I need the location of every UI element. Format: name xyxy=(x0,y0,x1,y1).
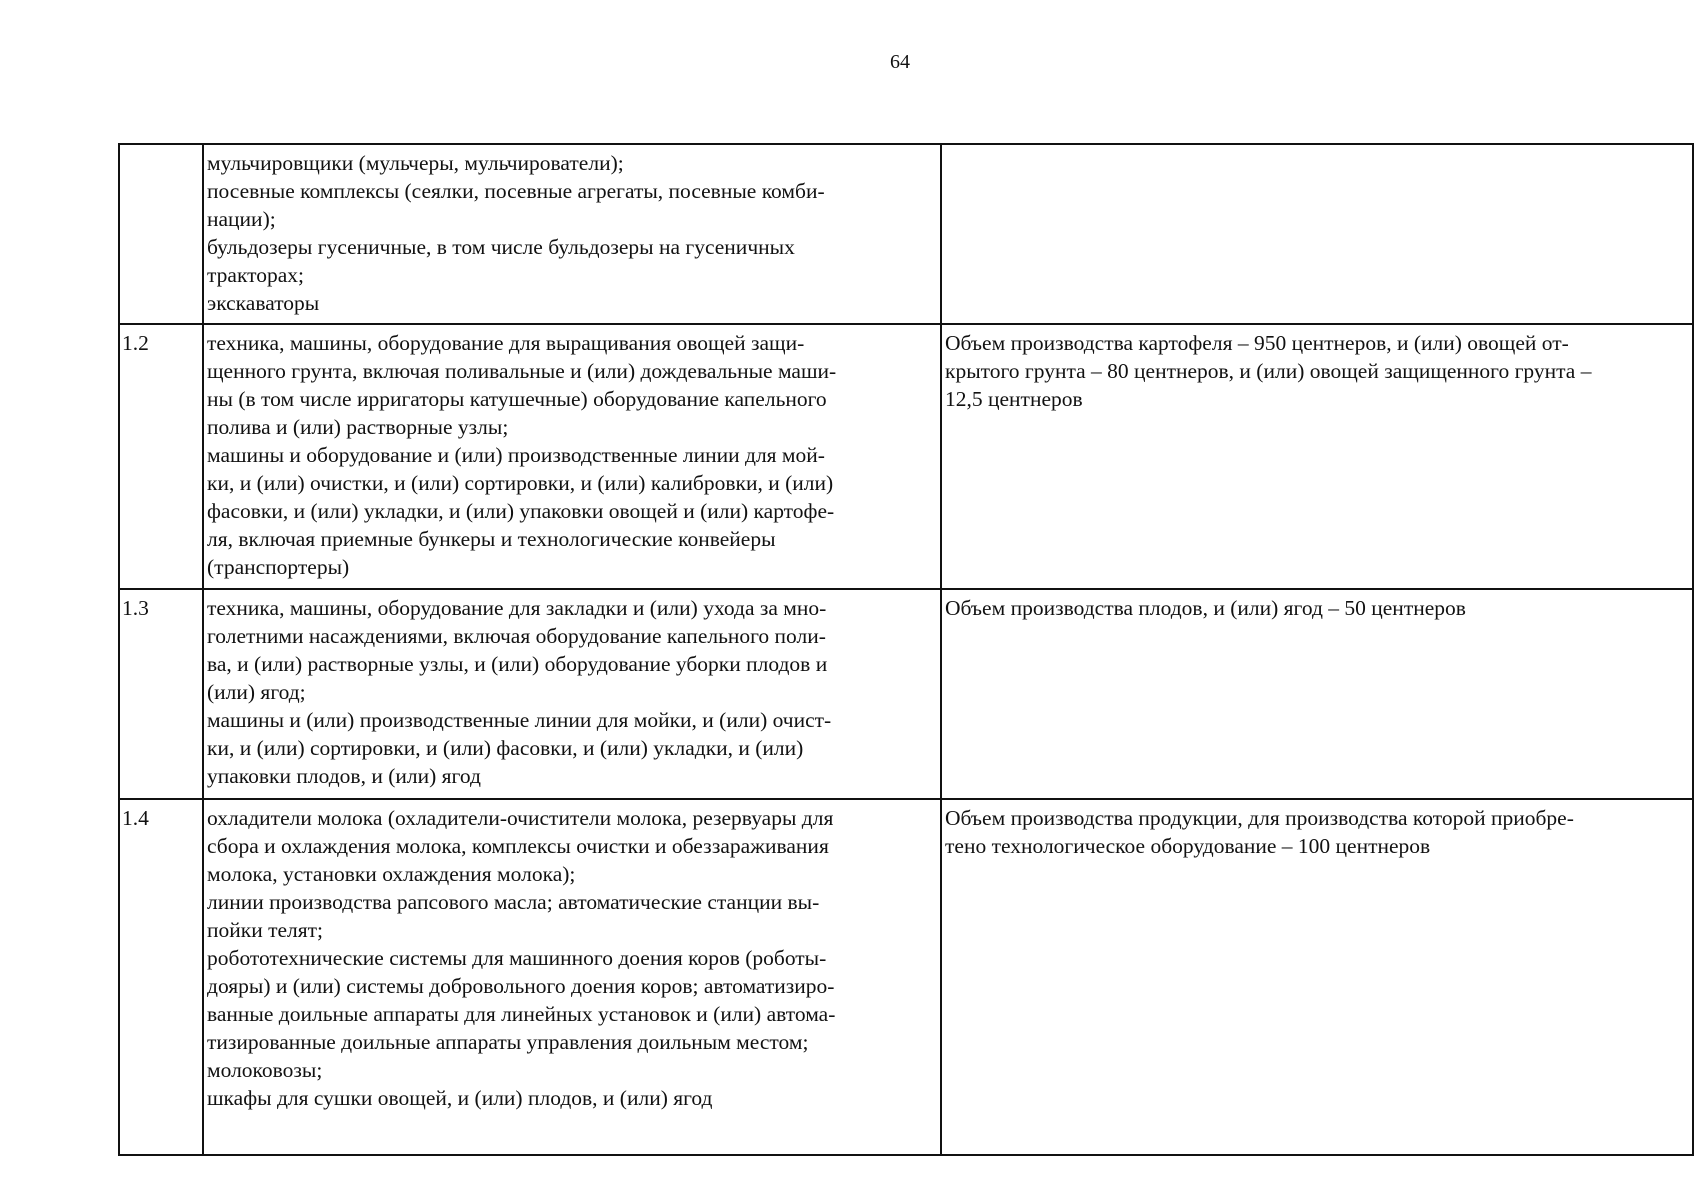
text-line: нации); xyxy=(207,207,276,231)
text-line: фасовки, и (или) укладки, и (или) упаковки овощей и (или) картофе- xyxy=(207,499,835,523)
text-line: машины и оборудование и (или) производственные линии для мой- xyxy=(207,443,825,467)
table-row xyxy=(119,324,1693,589)
text-line: молока, установки охлаждения молока); xyxy=(207,862,576,886)
text-line: пойки телят; xyxy=(207,918,324,942)
volume-cell xyxy=(941,589,1693,799)
text-line: посевные комплексы (сеялки, посевные агрегаты, посевные комби- xyxy=(207,179,825,203)
row-number-cell xyxy=(119,144,203,324)
volume-cell xyxy=(941,324,1693,589)
text-line: тено технологическое оборудование – 100 центнеров xyxy=(945,834,1431,858)
text-line: щенного грунта, включая поливальные и (или) дождевальные маши- xyxy=(207,359,837,383)
text-line: ля, включая приемные бункеры и технологические конвейеры xyxy=(207,527,776,551)
text-line: Объем производства продукции, для производства которой приобре- xyxy=(945,806,1574,830)
text-line: дояры) и (или) системы добровольного доения коров; автоматизиро- xyxy=(207,974,835,998)
table-row xyxy=(119,799,1693,1155)
text-line: охладители молока (охладители-очистители молока, резервуары для xyxy=(207,806,834,830)
text-line: экскаваторы xyxy=(207,291,320,315)
text-line: упаковки плодов, и (или) ягод xyxy=(207,764,481,788)
text-line: ва, и (или) растворные узлы, и (или) оборудование уборки плодов и xyxy=(207,652,828,676)
text-line: техника, машины, оборудование для закладки и (или) ухода за мно- xyxy=(207,596,827,620)
text-line: крытого грунта – 80 центнеров, и (или) овощей защищенного грунта – xyxy=(945,359,1592,383)
equipment-cell xyxy=(203,324,941,589)
equipment-table xyxy=(118,143,1694,1156)
equipment-cell xyxy=(203,144,941,324)
text-line: (транспортеры) xyxy=(207,555,350,579)
text-line: бульдозеры гусеничные, в том числе бульдозеры на гусеничных xyxy=(207,235,795,259)
text-line: полива и (или) растворные узлы; xyxy=(207,415,509,439)
text-line: машины и (или) производственные линии для мойки, и (или) очист- xyxy=(207,708,832,732)
text-line: ны (в том числе ирригаторы катушечные) оборудование капельного xyxy=(207,387,827,411)
text-line: ки, и (или) очистки, и (или) сортировки, и (или) калибровки, и (или) xyxy=(207,471,834,495)
equipment-cell xyxy=(203,799,941,1155)
text-line: шкафы для сушки овощей, и (или) плодов, и (или) ягод xyxy=(207,1086,713,1110)
page-number: 64 xyxy=(890,51,910,73)
text-line: Объем производства картофеля – 950 центнеров, и (или) овощей от- xyxy=(945,331,1569,355)
volume-cell xyxy=(941,799,1693,1155)
text-line: Объем производства плодов, и (или) ягод – 50 центнеров xyxy=(945,596,1466,620)
text-line: голетними насаждениями, включая оборудование капельного поли- xyxy=(207,624,826,648)
text-line: 12,5 центнеров xyxy=(945,387,1083,411)
text-line: робототехнические системы для машинного доения коров (роботы- xyxy=(207,946,827,970)
text-line: молоковозы; xyxy=(207,1058,323,1082)
text-line: сбора и охлаждения молока, комплексы очистки и обеззараживания xyxy=(207,834,829,858)
text-line: техника, машины, оборудование для выращивания овощей защи- xyxy=(207,331,805,355)
row-number-cell: 1.3 xyxy=(119,589,203,799)
text-line: мульчировщики (мульчеры, мульчирователи); xyxy=(207,151,624,175)
equipment-cell xyxy=(203,589,941,799)
table-row xyxy=(119,589,1693,799)
text-line: ки, и (или) сортировки, и (или) фасовки, и (или) укладки, и (или) xyxy=(207,736,804,760)
row-number-cell: 1.2 xyxy=(119,324,203,589)
text-line: ванные доильные аппараты для линейных установок и (или) автома- xyxy=(207,1002,836,1026)
volume-cell xyxy=(941,144,1693,324)
text-line: тизированные доильные аппараты управления доильным местом; xyxy=(207,1030,809,1054)
row-number-cell: 1.4 xyxy=(119,799,203,1155)
text-line: тракторах; xyxy=(207,263,304,287)
table-row xyxy=(119,144,1693,324)
text-line: линии производства рапсового масла; автоматические станции вы- xyxy=(207,890,820,914)
table-body xyxy=(119,144,1693,1155)
text-line: (или) ягод; xyxy=(207,680,306,704)
